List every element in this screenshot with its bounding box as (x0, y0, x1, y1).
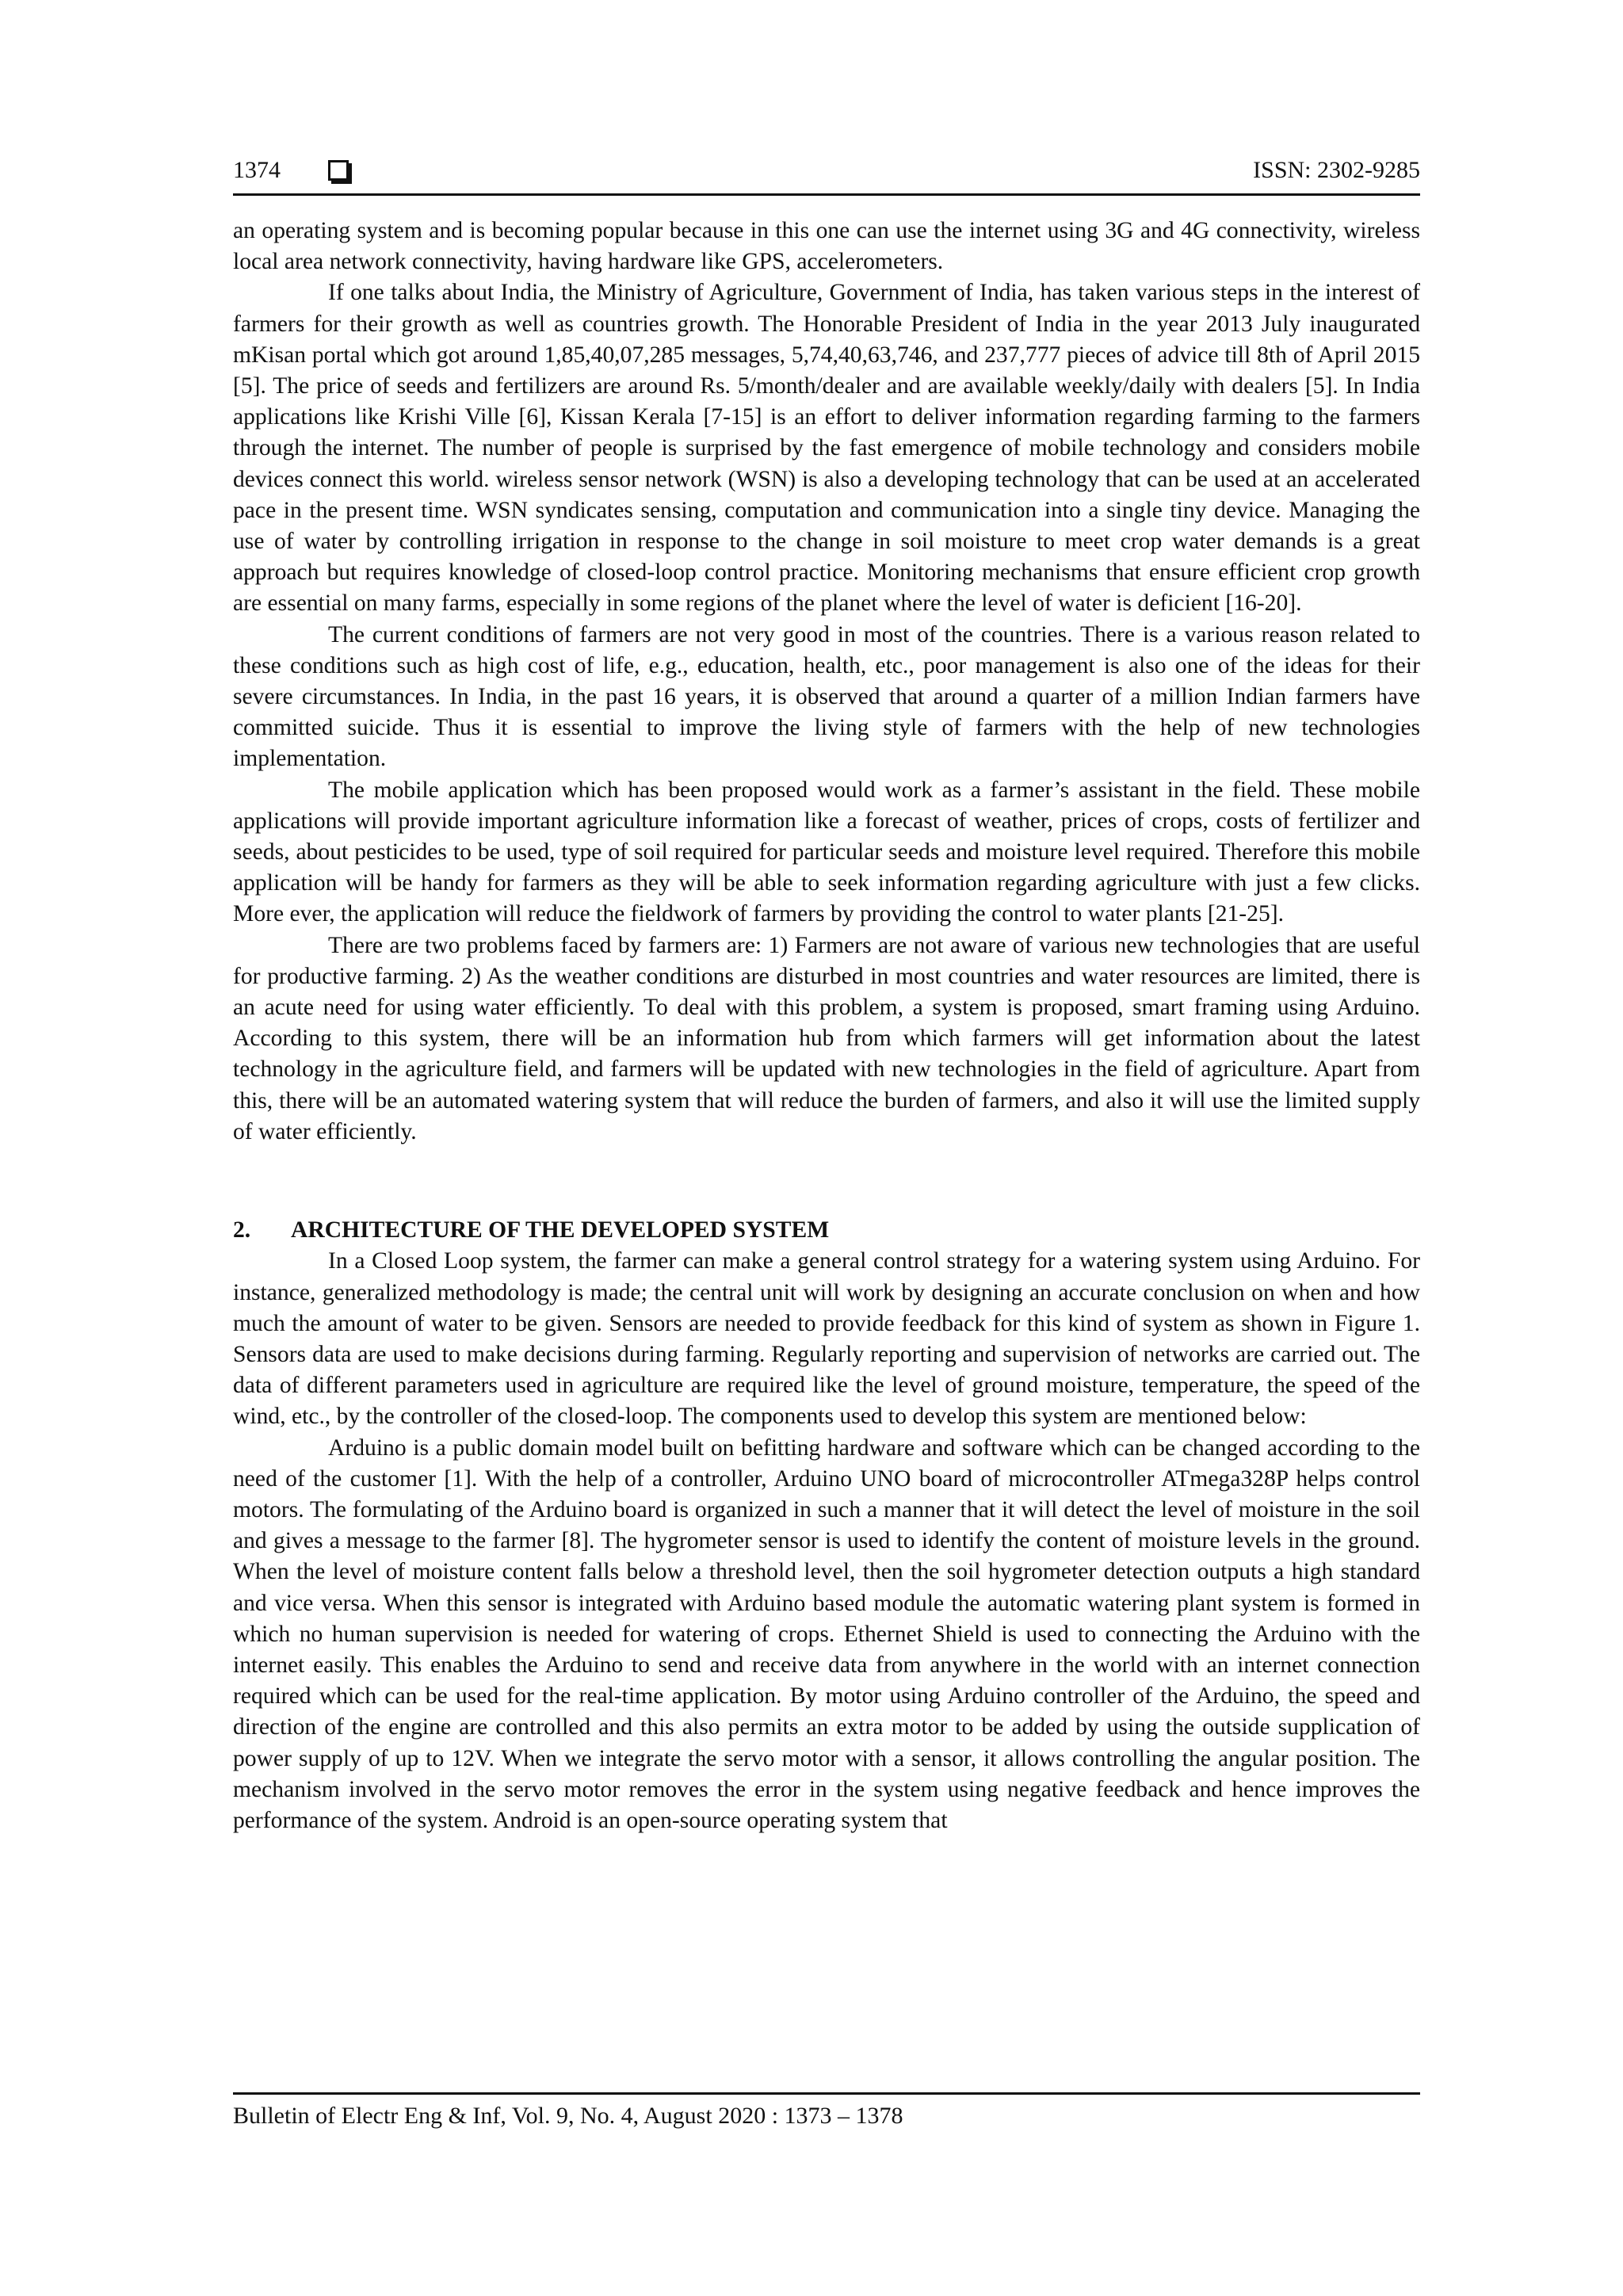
body-paragraph: The mobile application which has been proposed would work as a farmer’s assistant in the field. These mobile applications will provide important agriculture information like a forecast of weather, prices of crops, costs of fertilizer and seeds, about pesticides to be used, type of soil required for particular seeds and moisture level required. Therefore this mobile application will be handy for farmers as they will be able to seek information regarding agriculture with just a few clicks. More ever, the application will reduce the fieldwork of farmers by providing the control to water plants [21-25]. (233, 777, 1420, 927)
issn-label: ISSN: 2302-9285 (1253, 157, 1420, 183)
page-number: 1374 (233, 157, 281, 183)
body-paragraph: The current conditions of farmers are not very good in most of the countries. There is a various reason related to these conditions such as high cost of life, e.g., education, health, etc., poor management is also one of the ideas for their severe circumstances. In India, in the past 16 years, it is observed that around a quarter of a million Indian farmers have committed suicide. Thus it is essential to improve the living style of farmers with the help of new technologies implementation. (233, 621, 1420, 772)
section-heading (233, 1215, 1420, 1246)
section-paragraph: Arduino is a public domain model built on befitting hardware and software which can be changed according to the need of the customer [1]. With the help of a controller, Arduino UNO board of microcontroller ATmega328P helps control motors. The formulating of the Arduino board is organized in such a manner that it will detect the level of moisture in the soil and gives a message to the farmer [8]. The hygrometer sensor is used to identify the content of moisture levels in the ground. When the level of moisture content falls below a threshold level, then the soil hygrometer detection outputs a high standard and vice versa. When this sensor is integrated with Arduino based module the automatic watering plant system is formed in which no human supervision is needed for watering of crops. Ethernet Shield is used to connecting the Arduino with the internet easily. This enables the Arduino to send and receive data from anywhere in the world with an internet connection required which can be used for the real-time application. By motor using Arduino controller of the Arduino, the speed and direction of the engine are controlled and this also permits an extra motor to be added by using the outside supplication of power supply of up to 12V. When we integrate the servo motor with a sensor, it allows controlling the angular position. The mechanism involved in the servo motor removes the error in the system using negative feedback and hence improves the performance of the system. Android is an open-source operating system that (233, 1435, 1420, 1833)
page-footer (233, 2092, 1420, 2130)
checkbox-square-icon (328, 160, 349, 181)
journal-citation: Bulletin of Electr Eng & Inf, Vol. 9, No. 4, August 2020 : 1373 – 1378 (233, 2103, 903, 2129)
body-paragraph: If one talks about India, the Ministry of Agriculture, Government of India, has taken various steps in the interest of farmers for their growth as well as countries growth. The Honorable President of India in the year 2013 July inaugurated mKisan portal which got around 1,85,40,07,285 messages, 5,74,40,63,746, and 237,777 pieces of advice till 8th of April 2015 [5]. The price of seeds and fertilizers are around Rs. 5/month/dealer and are available weekly/daily with dealers [5]. In India applications like Krishi Ville [6], Kissan Kerala [7-15] is an effort to deliver information regarding farming to the farmers through the internet. The number of people is surprised by the fast emergence of mobile technology and considers mobile devices connect this world. wireless sensor network (WSN) is also a developing technology that can be used at an accelerated pace in the present time. WSN syndicates sensing, computation and communication into a single tiny device. Managing the use of water by controlling irrigation in response to the change in soil moisture to meet crop water demands is a great approach but requires knowledge of closed-loop control practice. Monitoring mechanisms that ensure efficient crop growth are essential on many farms, especially in some regions of the planet where the level of water is deficient [16-20]. (233, 280, 1420, 617)
section-title: ARCHITECTURE OF THE DEVELOPED SYSTEM (291, 1217, 830, 1244)
body-paragraph: an operating system and is becoming popular because in this one can use the internet using 3G and 4G connectivity, wireless local area network connectivity, having hardware like GPS, accelerometers. (233, 218, 1420, 275)
body-paragraph: There are two problems faced by farmers are: 1) Farmers are not aware of various new technologies that are useful for productive farming. 2) As the weather conditions are disturbed in most countries and water resources are limited, there is an acute need for using water efficiently. To deal with this problem, a system is proposed, smart framing using Arduino. According to this system, there will be an information hub from which farmers will get information about the latest technology in the agriculture field, and farmers will be updated with new technologies in the field of agriculture. Apart from this, there will be an automated watering system that will reduce the burden of farmers, and also it will use the limited supply of water efficiently. (233, 932, 1420, 1144)
article-body (233, 216, 1420, 1836)
section-number: 2. (233, 1217, 251, 1244)
page-header (233, 155, 1420, 196)
section-paragraph: In a Closed Loop system, the farmer can make a general control strategy for a watering system using Arduino. For instance, generalized methodology is made; the central unit will work by designing an accurate conclusion on when and how much the amount of water to be given. Sensors are needed to provide feedback for this kind of system as shown in Figure 1. Sensors data are used to make decisions during farming. Regularly reporting and supervision of networks are carried out. The data of different parameters used in agriculture are required like the level of ground moisture, temperature, the speed of the wind, etc., by the controller of the closed-loop. The components used to develop this system are mentioned below: (233, 1248, 1420, 1430)
